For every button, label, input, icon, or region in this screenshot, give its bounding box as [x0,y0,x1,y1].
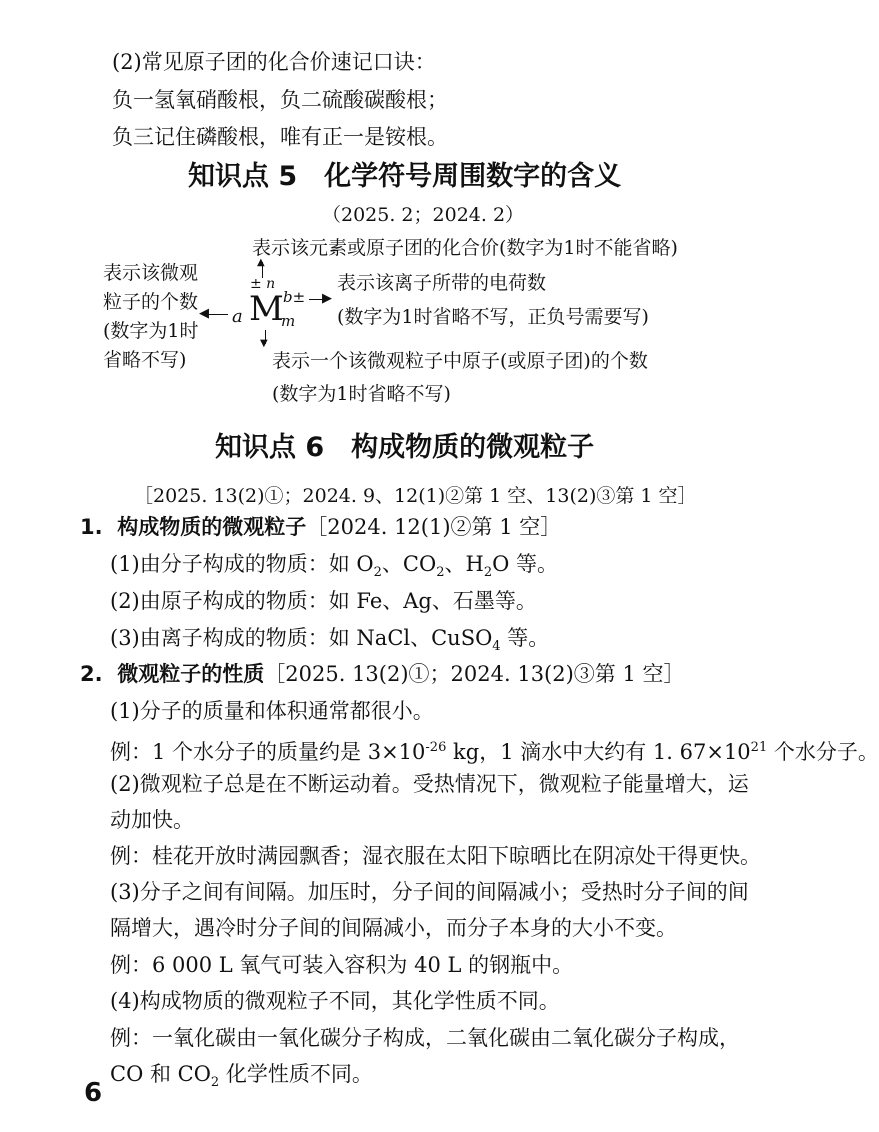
item-2-heading [80,662,685,686]
text: 化学性质不同。 [219,1062,373,1086]
left-arrow [208,314,228,315]
section-6-title: 知识点 6 构成物质的微观粒子 [215,432,595,463]
mnemonic-line-3: 负三记住磷酸根，唯有正一是铵根。 [112,125,448,149]
item-1-ref: ［2024. 12(1)②第 1 空］ [306,515,562,539]
subscript: 2 [210,1075,220,1091]
item-2-example-1 [110,736,879,764]
item-2-ref: ［2025. 13(2)①；2024. 13(2)③第 1 空］ [264,662,685,686]
item-2-example-3: 例：6 000 L 氧气可装入容积为 40 L 的钢瓶中。 [110,953,574,977]
superscript: -26 [425,740,447,755]
item-1-point-2: (2)由原子构成的物质：如 Fe、Ag、石墨等。 [110,589,537,613]
text: (3)由离子构成的物质：如 NaCl、CuSO [110,626,493,650]
subscript: 2 [483,565,493,581]
text: 、CO [381,552,437,576]
item-2-point-2a: (2)微观粒子总是在不断运动着。受热情况下，微观粒子能量增大，运 [110,772,749,796]
count-label-2: 粒子的个数 [103,291,199,313]
item-2-number: 2. [80,662,103,686]
subscript: 4 [492,639,501,655]
item-2-example-4a: 例：一氧化碳由一氧化碳分子构成，二氧化碳由二氧化碳分子构成， [110,1026,740,1050]
element-symbol-M: M [249,289,284,329]
coefficient-a: a [232,306,243,327]
section-5-title: 知识点 5 化学符号周围数字的含义 [188,161,622,192]
subscript: 2 [373,565,382,581]
valence-symbol: ± n [250,276,276,292]
count-label-3: (数字为1时 [103,320,199,342]
text: 例：1 个水分子的质量约是 3×10 [110,740,426,764]
atom-count-label: 表示一个该微观粒子中原子(或原子团)的个数 [272,350,648,372]
subscript: 2 [436,565,445,581]
item-1-number: 1. [80,515,103,539]
up-arrow-head-icon: ▲ [257,257,265,268]
subscript-m: m [281,312,296,330]
item-2-point-2b: 动加快。 [110,808,194,832]
text: 等。 [500,626,550,650]
item-2-example-4b [110,1062,373,1095]
atom-count-note: (数字为1时省略不写) [272,383,451,405]
text: 个水分子。 [767,740,879,764]
mnemonic-intro: (2)常见原子团的化合价速记口诀： [112,50,436,74]
section-6-years: ［2025. 13(2)①；2024. 9、12(1)②第 1 空、13(2)③第 1 空］ [134,485,697,507]
superscript: 21 [750,740,768,755]
item-2-point-3a: (3)分子之间有间隔。加压时，分子间的间隔减小；受热时分子间的间 [110,880,749,904]
page-number: 6 [84,1078,103,1108]
charge-note: (数字为1时省略不写，正负号需要写) [337,306,649,328]
right-arrow-head-icon: ▶ [322,291,332,306]
item-2-point-3b: 隔增大，遇冷时分子间的间隔减小，而分子本身的大小不变。 [110,916,677,940]
item-1-point-1 [110,552,558,585]
count-label-4: 省略不写) [103,349,187,371]
item-1-point-3 [110,626,549,659]
left-arrow-head-icon: ◀ [199,306,209,321]
item-2-title: 微观粒子的性质 [117,662,265,686]
down-arrow-head-icon: ▼ [260,338,268,349]
text: CO 和 CO [110,1062,211,1086]
valence-label: 表示该元素或原子团的化合价(数字为1时不能省略) [252,237,678,259]
mnemonic-line-2: 负一氢氧硝酸根，负二硫酸碳酸根； [112,88,448,112]
count-label-1: 表示该微观 [103,262,199,284]
section-5-years: （2025. 2；2024. 2） [322,204,525,226]
text: 、H [444,552,484,576]
item-2-point-4: (4)构成物质的微观粒子不同，其化学性质不同。 [110,989,560,1013]
charge-symbol: b± [283,288,306,306]
text: (1)由分子构成的物质：如 O [110,552,374,576]
item-2-example-2: 例：桂花开放时满园飘香；湿衣服在太阳下晾晒比在阴凉处干得更快。 [110,844,761,868]
text: O 等。 [492,552,559,576]
item-2-point-1: (1)分子的质量和体积通常都很小。 [110,699,434,723]
item-1-title: 构成物质的微观粒子 [117,515,307,539]
item-1-heading [80,515,561,539]
charge-label: 表示该离子所带的电荷数 [337,272,547,294]
text: kg，1 滴水中大约有 1. 67×10 [446,740,751,764]
